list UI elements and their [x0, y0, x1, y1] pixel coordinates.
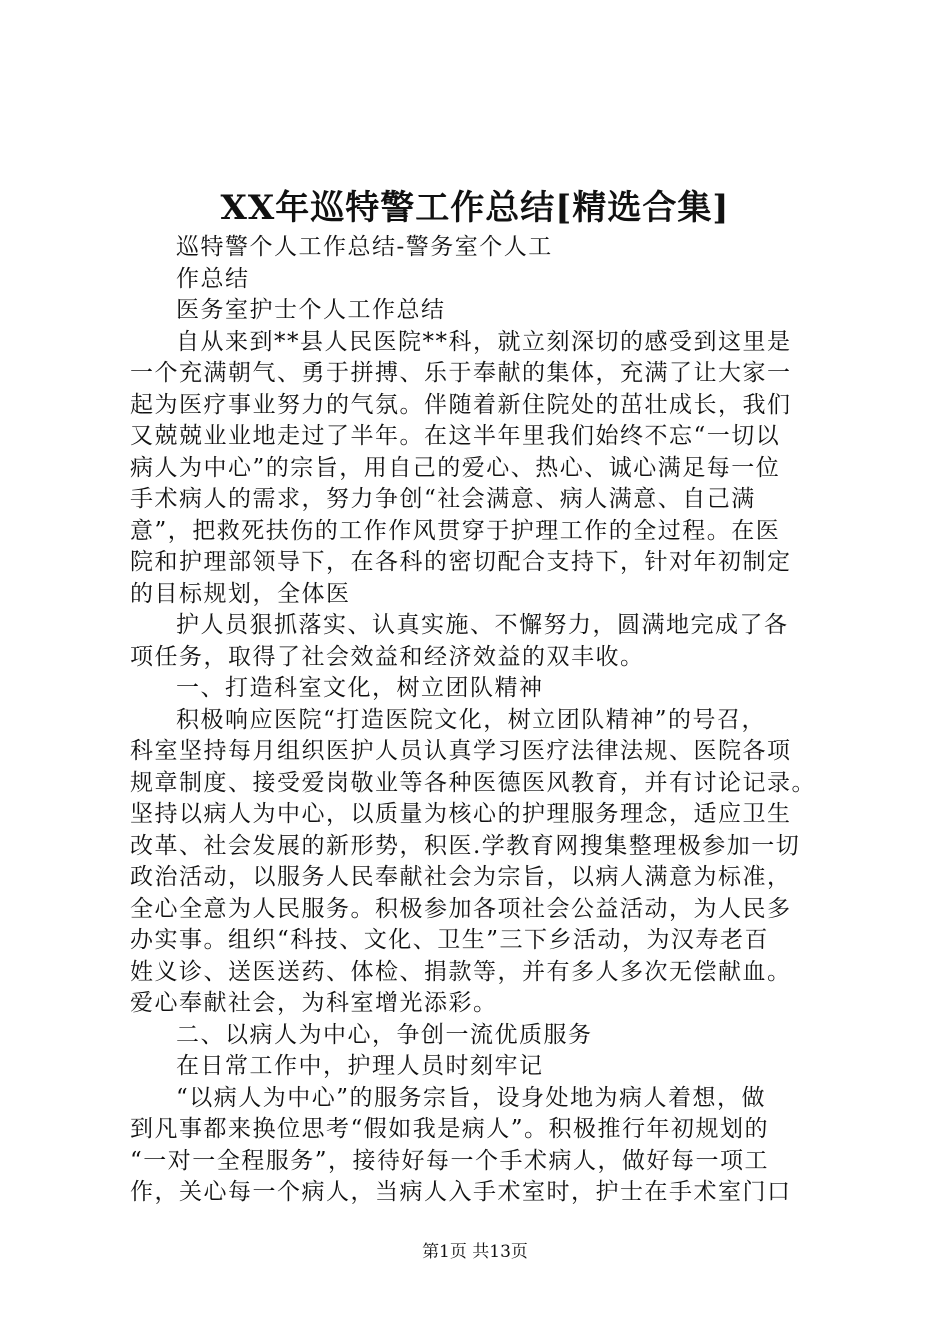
page-footer: 第1页 共13页	[422, 1242, 528, 1262]
text-line: 爱心奉献社会，为科室增光添彩。	[130, 990, 498, 1016]
text-line: 科室坚持每月组织医护人员认真学习医疗法律法规、医院各项	[130, 738, 792, 764]
text-line: 项任务，取得了社会效益和经济效益的双丰收。	[130, 643, 645, 670]
text-line: 病人为中心”的宗旨，用自己的爱心、热心、诚心满足每一位	[130, 454, 781, 481]
text-line: 医务室护士个人工作总结	[176, 297, 446, 323]
text-line: 巡特警个人工作总结-警务室个人工	[176, 234, 553, 260]
text-line: 一、打造科室文化，树立团队精神	[176, 675, 544, 701]
document-body	[130, 232, 830, 1209]
text-line: 的目标规划，全体医	[130, 580, 351, 607]
text-line: “以病人为中心”的服务宗旨，设身处地为病人着想，做	[176, 1084, 767, 1111]
text-line: 自从来到**县人民医院**科，就立刻深切的感受到这里是	[176, 328, 792, 355]
text-line: 规章制度、接受爱岗敬业等各种医德医风教育，并有讨论记录。	[130, 769, 816, 796]
text-line: 政治活动，以服务人民奉献社会为宗旨，以病人满意为标准，	[130, 864, 792, 890]
text-line: 作总结	[176, 265, 250, 292]
text-line: 起为医疗事业努力的气氛。伴随着新住院处的茁壮成长，我们	[130, 391, 792, 418]
text-line: 坚持以病人为中心，以质量为核心的护理服务理念，适应卫生	[130, 801, 792, 827]
text-line: 手术病人的需求，努力争创“社会满意、病人满意、自己满	[130, 486, 756, 512]
text-line: 作，关心每一个病人，当病人入手术室时，护士在手术室门口	[130, 1179, 792, 1205]
text-line: 到凡事都来换位思考“假如我是病人”。积极推行年初规划的	[130, 1116, 770, 1142]
text-line: 意”，把救死扶伤的工作作风贯穿于护理工作的全过程。在医	[130, 517, 781, 544]
text-line: 办实事。组织“科技、文化、卫生”三下乡活动，为汉寿老百	[130, 927, 770, 953]
text-line: 改革、社会发展的新形势，积医.学教育网搜集整理极参加一切	[130, 832, 801, 859]
text-line: 在日常工作中，护理人员时刻牢记	[176, 1053, 544, 1079]
page-title: XX年巡特警工作总结[精选合集]	[220, 188, 730, 228]
text-line: 又兢兢业业地走过了半年。在这半年里我们始终不忘“一切以	[130, 423, 781, 449]
text-line: “一对一全程服务”，接待好每一个手术病人，做好每一项工	[130, 1147, 770, 1174]
text-line: 二、以病人为中心，争创一流优质服务	[176, 1021, 593, 1048]
text-line: 院和护理部领导下，在各科的密切配合支持下，针对年初制定	[130, 549, 792, 575]
text-line: 姓义诊、送医送药、体检、捐款等，并有多人多次无偿献血。	[130, 958, 792, 985]
text-line: 全心全意为人民服务。积极参加各项社会公益活动，为人民多	[130, 895, 792, 922]
text-line: 积极响应医院“打造医院文化，树立团队精神”的号召，	[176, 706, 767, 733]
text-line: 护人员狠抓落实、认真实施、不懈努力，圆满地完成了各	[176, 612, 789, 638]
text-line: 一个充满朝气、勇于拼搏、乐于奉献的集体，充满了让大家一	[130, 360, 792, 386]
